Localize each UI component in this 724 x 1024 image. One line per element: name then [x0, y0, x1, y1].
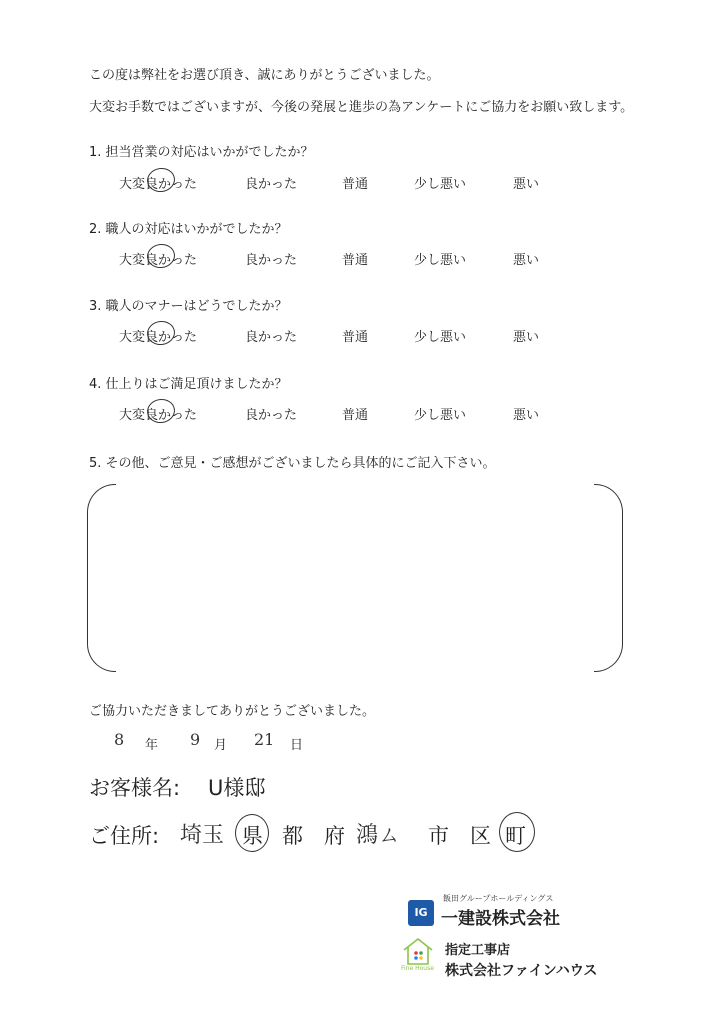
company-name: 一建設株式会社 [441, 909, 560, 929]
comment-bracket-left [87, 484, 116, 672]
address-city-handwritten: 鴻ㄙ [356, 823, 401, 848]
comment-box[interactable] [87, 484, 623, 670]
intro-line-1: この度は弊社をお選び頂き、誠にありがとうございました。 [89, 68, 440, 83]
q1-option-good[interactable]: 良かった [245, 177, 298, 192]
q4-option-good[interactable]: 良かった [245, 408, 298, 423]
question-2-label: 2. 職人の対応はいかがでしたか？ [89, 222, 288, 237]
date-year-unit: 年 [145, 738, 159, 753]
q2-option-good[interactable]: 良かった [245, 253, 298, 268]
address-unit-fu: 府 [324, 824, 345, 848]
address-unit-to: 都 [282, 824, 303, 848]
customer-name: U様邸 [208, 776, 266, 800]
dealer-label: 指定工事店 [445, 943, 511, 958]
q4-option-very-good[interactable]: 大変良かった [119, 408, 198, 423]
address-label: ご住所: [89, 824, 160, 848]
address-unit-ken: 県 [242, 824, 263, 848]
fine-house-caption: Fine House [401, 965, 434, 972]
comment-bracket-right [594, 484, 623, 672]
date-day: 21 [254, 730, 275, 749]
company-group-name: 飯田グループホールディングス [443, 894, 554, 903]
ig-logo-icon: IG [408, 900, 434, 926]
q3-option-bad[interactable]: 悪い [513, 330, 540, 345]
q3-option-average[interactable]: 普通 [342, 330, 369, 345]
q3-option-good[interactable]: 良かった [245, 330, 298, 345]
address-unit-shi: 市 [428, 824, 449, 848]
fine-house-logo-icon [401, 936, 435, 974]
intro-line-2: 大変お手数ではございますが、今後の発展と進歩の為アンケートにご協力をお願い致します。 [89, 100, 634, 115]
q1-option-bad[interactable]: 悪い [513, 177, 540, 192]
customer-label: お客様名: [89, 776, 181, 800]
q4-option-bad[interactable]: 悪い [513, 408, 540, 423]
q3-option-slightly-bad[interactable]: 少し悪い [414, 330, 467, 345]
dealer-name: 株式会社ファインハウス [445, 963, 598, 979]
date-year: 8 [114, 730, 125, 749]
q2-option-very-good[interactable]: 大変良かった [119, 253, 198, 268]
question-5-label: 5. その他、ご意見・ご感想がございましたら具体的にご記入下さい。 [89, 456, 496, 471]
q4-option-slightly-bad[interactable]: 少し悪い [414, 408, 467, 423]
address-unit-machi: 町 [505, 824, 526, 848]
q2-option-slightly-bad[interactable]: 少し悪い [414, 253, 467, 268]
address-ken-selection-circle [235, 814, 269, 852]
address-machi-selection-circle [499, 812, 535, 852]
question-3-label: 3. 職人のマナーはどうでしたか？ [89, 299, 288, 314]
q4-option-average[interactable]: 普通 [342, 408, 369, 423]
question-4-label: 4. 仕上りはご満足頂けましたか？ [89, 377, 288, 392]
q3-option-very-good[interactable]: 大変良かった [119, 330, 198, 345]
q2-option-average[interactable]: 普通 [342, 253, 369, 268]
date-month-unit: 月 [214, 738, 228, 753]
date-month: 9 [190, 730, 201, 749]
address-prefecture-handwritten: 埼玉 [180, 823, 225, 848]
q1-option-very-good[interactable]: 大変良かった [119, 177, 198, 192]
q2-option-bad[interactable]: 悪い [513, 253, 540, 268]
date-day-unit: 日 [290, 738, 304, 753]
question-1-label: 1. 担当営業の対応はいかがでしたか？ [89, 145, 314, 160]
q1-option-slightly-bad[interactable]: 少し悪い [414, 177, 467, 192]
q1-option-average[interactable]: 普通 [342, 177, 369, 192]
thanks-text: ご協力いただきましてありがとうございました。 [89, 704, 376, 719]
address-unit-ku: 区 [470, 824, 491, 848]
